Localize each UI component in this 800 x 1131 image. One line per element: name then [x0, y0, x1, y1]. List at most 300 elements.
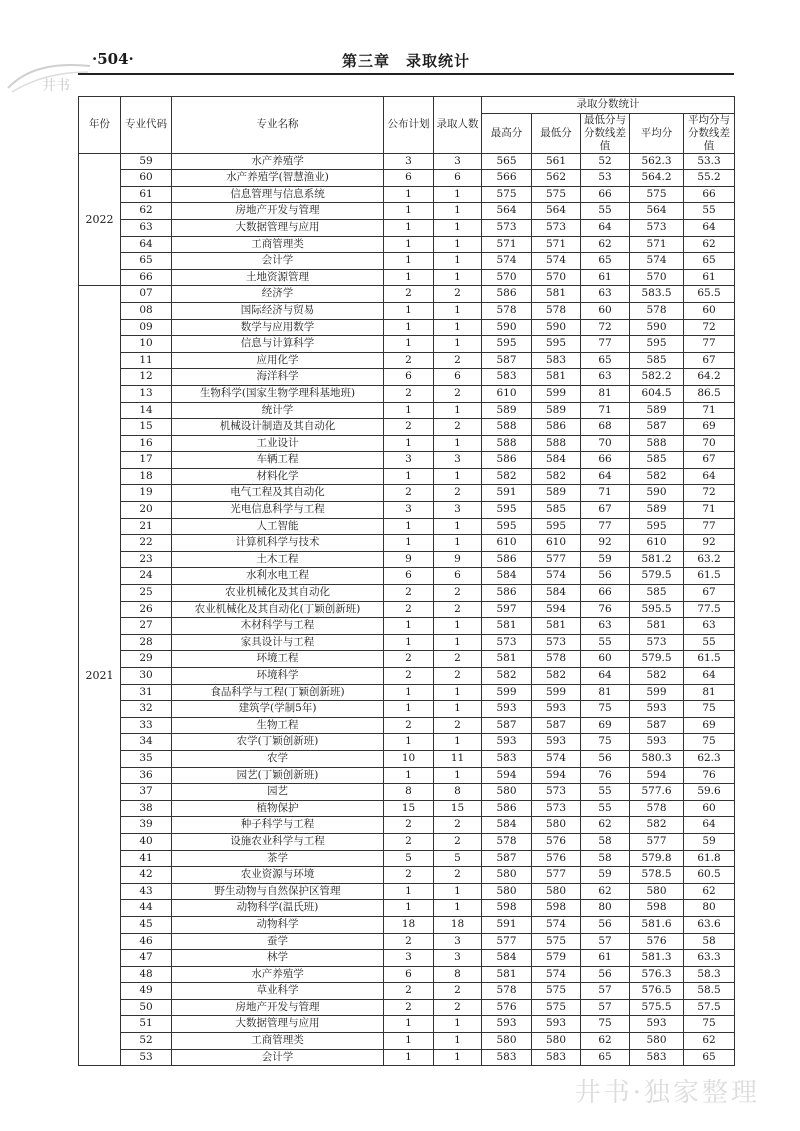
- admitted-cell: 1: [434, 468, 482, 485]
- table-row: [79, 784, 735, 801]
- avg-diff-cell: 62: [684, 1033, 735, 1050]
- col-code: 专业代码: [121, 97, 172, 154]
- plan-cell: 2: [384, 817, 434, 834]
- admitted-cell: 1: [434, 1016, 482, 1033]
- major-name-cell: 园艺: [172, 784, 384, 801]
- min-score-cell: 581: [532, 286, 581, 303]
- min-diff-cell: 55: [581, 800, 630, 817]
- max-score-cell: 593: [482, 734, 532, 751]
- plan-cell: 1: [384, 1016, 434, 1033]
- min-score-cell: 576: [532, 833, 581, 850]
- col-year: 年份: [79, 97, 121, 154]
- min-diff-cell: 65: [581, 1049, 630, 1066]
- code-cell: 23: [121, 551, 172, 568]
- min-score-cell: 581: [532, 369, 581, 386]
- min-diff-cell: 56: [581, 916, 630, 933]
- admitted-cell: 1: [434, 883, 482, 900]
- code-cell: 64: [121, 236, 172, 253]
- table-row: [79, 883, 735, 900]
- avg-score-cell: 587: [630, 419, 684, 436]
- table-row: [79, 651, 735, 668]
- min-score-cell: 579: [532, 950, 581, 967]
- admitted-cell: 1: [434, 302, 482, 319]
- major-name-cell: 工业设计: [172, 435, 384, 452]
- max-score-cell: 586: [482, 585, 532, 602]
- plan-cell: 1: [384, 518, 434, 535]
- code-cell: 40: [121, 833, 172, 850]
- plan-cell: 3: [384, 452, 434, 469]
- major-name-cell: 车辆工程: [172, 452, 384, 469]
- major-name-cell: 机械设计制造及其自动化: [172, 419, 384, 436]
- plan-cell: 1: [384, 734, 434, 751]
- avg-diff-cell: 63.2: [684, 551, 735, 568]
- min-score-cell: 573: [532, 219, 581, 236]
- avg-diff-cell: 63.6: [684, 916, 735, 933]
- code-cell: 41: [121, 850, 172, 867]
- min-score-cell: 562: [532, 170, 581, 187]
- code-cell: 10: [121, 336, 172, 353]
- min-score-cell: 573: [532, 784, 581, 801]
- admitted-cell: 3: [434, 950, 482, 967]
- plan-cell: 1: [384, 186, 434, 203]
- plan-cell: 1: [384, 203, 434, 220]
- min-score-cell: 598: [532, 900, 581, 917]
- min-diff-cell: 72: [581, 319, 630, 336]
- table-row: [79, 1049, 735, 1066]
- table-row: [79, 983, 735, 1000]
- code-cell: 11: [121, 352, 172, 369]
- min-diff-cell: 81: [581, 385, 630, 402]
- max-score-cell: 593: [482, 1016, 532, 1033]
- major-name-cell: 光电信息科学与工程: [172, 502, 384, 519]
- avg-diff-cell: 62: [684, 883, 735, 900]
- max-score-cell: 586: [482, 551, 532, 568]
- code-cell: 15: [121, 419, 172, 436]
- avg-diff-cell: 65: [684, 253, 735, 270]
- avg-diff-cell: 64: [684, 468, 735, 485]
- avg-diff-cell: 55: [684, 634, 735, 651]
- major-name-cell: 工商管理类: [172, 236, 384, 253]
- major-name-cell: 建筑学(学制5年): [172, 701, 384, 718]
- avg-score-cell: 582.2: [630, 369, 684, 386]
- max-score-cell: 580: [482, 784, 532, 801]
- major-name-cell: 环境科学: [172, 668, 384, 685]
- avg-diff-cell: 58: [684, 933, 735, 950]
- plan-cell: 1: [384, 684, 434, 701]
- table-row: [79, 717, 735, 734]
- table-row: [79, 601, 735, 618]
- plan-cell: 1: [384, 319, 434, 336]
- min-score-cell: 577: [532, 551, 581, 568]
- year-cell: 2022: [79, 153, 121, 286]
- min-score-cell: 575: [532, 983, 581, 1000]
- code-cell: 60: [121, 170, 172, 187]
- major-name-cell: 食品科学与工程(丁颖创新班): [172, 684, 384, 701]
- code-cell: 09: [121, 319, 172, 336]
- max-score-cell: 566: [482, 170, 532, 187]
- max-score-cell: 582: [482, 468, 532, 485]
- col-avg: 平均分: [630, 113, 684, 153]
- min-score-cell: 581: [532, 618, 581, 635]
- avg-score-cell: 580: [630, 883, 684, 900]
- plan-cell: 1: [384, 468, 434, 485]
- min-score-cell: 584: [532, 452, 581, 469]
- avg-score-cell: 599: [630, 684, 684, 701]
- code-cell: 36: [121, 767, 172, 784]
- max-score-cell: 574: [482, 253, 532, 270]
- major-name-cell: 草业科学: [172, 983, 384, 1000]
- avg-score-cell: 589: [630, 502, 684, 519]
- admitted-cell: 1: [434, 701, 482, 718]
- avg-score-cell: 595: [630, 518, 684, 535]
- admitted-cell: 2: [434, 867, 482, 884]
- table-row: [79, 419, 735, 436]
- publisher-logo: [4, 58, 96, 98]
- avg-score-cell: 576.5: [630, 983, 684, 1000]
- plan-cell: 2: [384, 833, 434, 850]
- max-score-cell: 565: [482, 153, 532, 170]
- plan-cell: 1: [384, 219, 434, 236]
- plan-cell: 8: [384, 784, 434, 801]
- max-score-cell: 588: [482, 419, 532, 436]
- major-name-cell: 种子科学与工程: [172, 817, 384, 834]
- major-name-cell: 数学与应用数学: [172, 319, 384, 336]
- admitted-cell: 1: [434, 236, 482, 253]
- admitted-cell: 1: [434, 535, 482, 552]
- major-name-cell: 蚕学: [172, 933, 384, 950]
- table-row: [79, 551, 735, 568]
- code-cell: 66: [121, 269, 172, 286]
- major-name-cell: 动物科学(温氏班): [172, 900, 384, 917]
- admitted-cell: 1: [434, 734, 482, 751]
- table-row: [79, 236, 735, 253]
- admitted-cell: 2: [434, 286, 482, 303]
- table-row: [79, 833, 735, 850]
- admitted-cell: 1: [434, 1033, 482, 1050]
- avg-diff-cell: 75: [684, 1016, 735, 1033]
- avg-score-cell: 610: [630, 535, 684, 552]
- table-row: [79, 336, 735, 353]
- major-name-cell: 林学: [172, 950, 384, 967]
- code-cell: 65: [121, 253, 172, 270]
- table-row: [79, 701, 735, 718]
- admitted-cell: 1: [434, 767, 482, 784]
- table-row: [79, 203, 735, 220]
- code-cell: 16: [121, 435, 172, 452]
- table-row: [79, 518, 735, 535]
- admitted-cell: 1: [434, 900, 482, 917]
- avg-score-cell: 579.8: [630, 850, 684, 867]
- code-cell: 27: [121, 618, 172, 635]
- admitted-cell: 1: [434, 435, 482, 452]
- avg-score-cell: 581: [630, 618, 684, 635]
- plan-cell: 6: [384, 369, 434, 386]
- avg-diff-cell: 67: [684, 352, 735, 369]
- major-name-cell: 农学: [172, 750, 384, 767]
- major-name-cell: 国际经济与贸易: [172, 302, 384, 319]
- max-score-cell: 595: [482, 502, 532, 519]
- max-score-cell: 595: [482, 518, 532, 535]
- table-row: [79, 867, 735, 884]
- avg-score-cell: 577.6: [630, 784, 684, 801]
- min-score-cell: 574: [532, 750, 581, 767]
- avg-diff-cell: 77: [684, 336, 735, 353]
- min-score-cell: 575: [532, 933, 581, 950]
- avg-score-cell: 590: [630, 319, 684, 336]
- table-row: [79, 999, 735, 1016]
- avg-score-cell: 589: [630, 402, 684, 419]
- admitted-cell: 1: [434, 186, 482, 203]
- admitted-cell: 8: [434, 966, 482, 983]
- avg-diff-cell: 61.8: [684, 850, 735, 867]
- plan-cell: 2: [384, 601, 434, 618]
- table-row: [79, 369, 735, 386]
- code-cell: 52: [121, 1033, 172, 1050]
- max-score-cell: 570: [482, 269, 532, 286]
- max-score-cell: 580: [482, 883, 532, 900]
- avg-diff-cell: 64.2: [684, 369, 735, 386]
- min-diff-cell: 80: [581, 900, 630, 917]
- admitted-cell: 2: [434, 717, 482, 734]
- major-name-cell: 土地资源管理: [172, 269, 384, 286]
- table-row: [79, 269, 735, 286]
- chapter-title: 第三章 录取统计: [341, 52, 470, 70]
- plan-cell: 1: [384, 883, 434, 900]
- min-diff-cell: 52: [581, 153, 630, 170]
- avg-score-cell: 593: [630, 701, 684, 718]
- min-score-cell: 583: [532, 352, 581, 369]
- avg-score-cell: 574: [630, 253, 684, 270]
- avg-score-cell: 581.3: [630, 950, 684, 967]
- min-score-cell: 574: [532, 966, 581, 983]
- min-diff-cell: 75: [581, 1016, 630, 1033]
- code-cell: 51: [121, 1016, 172, 1033]
- code-cell: 19: [121, 485, 172, 502]
- table-row: [79, 750, 735, 767]
- avg-score-cell: 564: [630, 203, 684, 220]
- major-name-cell: 环境工程: [172, 651, 384, 668]
- max-score-cell: 599: [482, 684, 532, 701]
- avg-score-cell: 604.5: [630, 385, 684, 402]
- avg-diff-cell: 72: [684, 319, 735, 336]
- plan-cell: 9: [384, 551, 434, 568]
- major-name-cell: 信息管理与信息系统: [172, 186, 384, 203]
- min-diff-cell: 64: [581, 219, 630, 236]
- plan-cell: 1: [384, 634, 434, 651]
- min-diff-cell: 77: [581, 336, 630, 353]
- plan-cell: 10: [384, 750, 434, 767]
- min-score-cell: 599: [532, 684, 581, 701]
- plan-cell: 2: [384, 999, 434, 1016]
- table-row: [79, 916, 735, 933]
- admitted-cell: 3: [434, 153, 482, 170]
- code-cell: 26: [121, 601, 172, 618]
- max-score-cell: 589: [482, 402, 532, 419]
- major-name-cell: 经济学: [172, 286, 384, 303]
- major-name-cell: 材料化学: [172, 468, 384, 485]
- max-score-cell: 571: [482, 236, 532, 253]
- table-row: [79, 900, 735, 917]
- admitted-cell: 1: [434, 219, 482, 236]
- plan-cell: 1: [384, 1033, 434, 1050]
- avg-score-cell: 582: [630, 668, 684, 685]
- min-diff-cell: 56: [581, 966, 630, 983]
- admitted-cell: 2: [434, 668, 482, 685]
- max-score-cell: 598: [482, 900, 532, 917]
- table-row: [79, 468, 735, 485]
- plan-cell: 1: [384, 253, 434, 270]
- max-score-cell: 581: [482, 618, 532, 635]
- max-score-cell: 587: [482, 352, 532, 369]
- page-number: ·504·: [92, 50, 134, 68]
- min-diff-cell: 55: [581, 634, 630, 651]
- code-cell: 37: [121, 784, 172, 801]
- major-name-cell: 房地产开发与管理: [172, 999, 384, 1016]
- admitted-cell: 1: [434, 618, 482, 635]
- code-cell: 63: [121, 219, 172, 236]
- table-row: [79, 734, 735, 751]
- max-score-cell: 573: [482, 634, 532, 651]
- max-score-cell: 610: [482, 385, 532, 402]
- col-plan: 公布计划: [384, 97, 434, 154]
- min-diff-cell: 76: [581, 767, 630, 784]
- table-row: [79, 535, 735, 552]
- code-cell: 48: [121, 966, 172, 983]
- max-score-cell: 586: [482, 286, 532, 303]
- major-name-cell: 土木工程: [172, 551, 384, 568]
- avg-diff-cell: 63.3: [684, 950, 735, 967]
- avg-score-cell: 573: [630, 219, 684, 236]
- major-name-cell: 统计学: [172, 402, 384, 419]
- major-name-cell: 水产养殖学(智慧渔业): [172, 170, 384, 187]
- plan-cell: 3: [384, 502, 434, 519]
- major-name-cell: 信息与计算科学: [172, 336, 384, 353]
- table-header: [79, 97, 735, 154]
- major-name-cell: 大数据管理与应用: [172, 1016, 384, 1033]
- avg-score-cell: 585: [630, 352, 684, 369]
- avg-diff-cell: 62.3: [684, 750, 735, 767]
- min-diff-cell: 62: [581, 1033, 630, 1050]
- avg-score-cell: 562.3: [630, 153, 684, 170]
- table-row: [79, 585, 735, 602]
- plan-cell: 2: [384, 585, 434, 602]
- min-score-cell: 584: [532, 585, 581, 602]
- major-name-cell: 大数据管理与应用: [172, 219, 384, 236]
- admitted-cell: 1: [434, 253, 482, 270]
- avg-diff-cell: 62: [684, 236, 735, 253]
- avg-diff-cell: 53.3: [684, 153, 735, 170]
- plan-cell: 1: [384, 236, 434, 253]
- admitted-cell: 6: [434, 170, 482, 187]
- avg-score-cell: 585: [630, 585, 684, 602]
- table-row: [79, 966, 735, 983]
- col-name: 专业名称: [172, 97, 384, 154]
- code-cell: 24: [121, 568, 172, 585]
- admitted-cell: 1: [434, 319, 482, 336]
- plan-cell: 2: [384, 651, 434, 668]
- avg-score-cell: 575.5: [630, 999, 684, 1016]
- plan-cell: 1: [384, 302, 434, 319]
- code-cell: 59: [121, 153, 172, 170]
- admission-score-table: [78, 96, 735, 1066]
- avg-diff-cell: 69: [684, 419, 735, 436]
- table-row: [79, 219, 735, 236]
- max-score-cell: 587: [482, 850, 532, 867]
- code-cell: 13: [121, 385, 172, 402]
- min-diff-cell: 81: [581, 684, 630, 701]
- plan-cell: 2: [384, 286, 434, 303]
- max-score-cell: 595: [482, 336, 532, 353]
- code-cell: 34: [121, 734, 172, 751]
- min-score-cell: 588: [532, 435, 581, 452]
- table-row: [79, 568, 735, 585]
- avg-score-cell: 582: [630, 468, 684, 485]
- avg-diff-cell: 71: [684, 402, 735, 419]
- min-diff-cell: 75: [581, 701, 630, 718]
- code-cell: 43: [121, 883, 172, 900]
- min-score-cell: 589: [532, 485, 581, 502]
- table-row: [79, 767, 735, 784]
- admitted-cell: 1: [434, 518, 482, 535]
- min-score-cell: 580: [532, 817, 581, 834]
- max-score-cell: 575: [482, 186, 532, 203]
- code-cell: 50: [121, 999, 172, 1016]
- table-row: [79, 170, 735, 187]
- avg-score-cell: 571: [630, 236, 684, 253]
- major-name-cell: 水利水电工程: [172, 568, 384, 585]
- admitted-cell: 1: [434, 402, 482, 419]
- code-cell: 44: [121, 900, 172, 917]
- table-row: [79, 153, 735, 170]
- col-score-stats: 录取分数统计: [482, 97, 735, 114]
- admitted-cell: 1: [434, 269, 482, 286]
- watermark-text: 井书·独家整理: [574, 1078, 760, 1108]
- min-diff-cell: 63: [581, 286, 630, 303]
- max-score-cell: 597: [482, 601, 532, 618]
- admitted-cell: 5: [434, 850, 482, 867]
- min-diff-cell: 66: [581, 452, 630, 469]
- avg-diff-cell: 66: [684, 186, 735, 203]
- avg-score-cell: 583.5: [630, 286, 684, 303]
- admitted-cell: 1: [434, 684, 482, 701]
- admitted-cell: 2: [434, 651, 482, 668]
- min-score-cell: 578: [532, 651, 581, 668]
- min-diff-cell: 53: [581, 170, 630, 187]
- max-score-cell: 581: [482, 966, 532, 983]
- page-header: [78, 48, 734, 72]
- code-cell: 31: [121, 684, 172, 701]
- avg-diff-cell: 75: [684, 701, 735, 718]
- major-name-cell: 家具设计与工程: [172, 634, 384, 651]
- avg-diff-cell: 71: [684, 502, 735, 519]
- min-diff-cell: 56: [581, 568, 630, 585]
- code-cell: 32: [121, 701, 172, 718]
- table-row: [79, 634, 735, 651]
- plan-cell: 1: [384, 435, 434, 452]
- code-cell: 42: [121, 867, 172, 884]
- major-name-cell: 应用化学: [172, 352, 384, 369]
- min-diff-cell: 63: [581, 369, 630, 386]
- max-score-cell: 588: [482, 435, 532, 452]
- code-cell: 21: [121, 518, 172, 535]
- min-diff-cell: 66: [581, 186, 630, 203]
- plan-cell: 6: [384, 568, 434, 585]
- admitted-cell: 1: [434, 336, 482, 353]
- table-row: [79, 1033, 735, 1050]
- max-score-cell: 576: [482, 999, 532, 1016]
- major-name-cell: 人工智能: [172, 518, 384, 535]
- max-score-cell: 581: [482, 651, 532, 668]
